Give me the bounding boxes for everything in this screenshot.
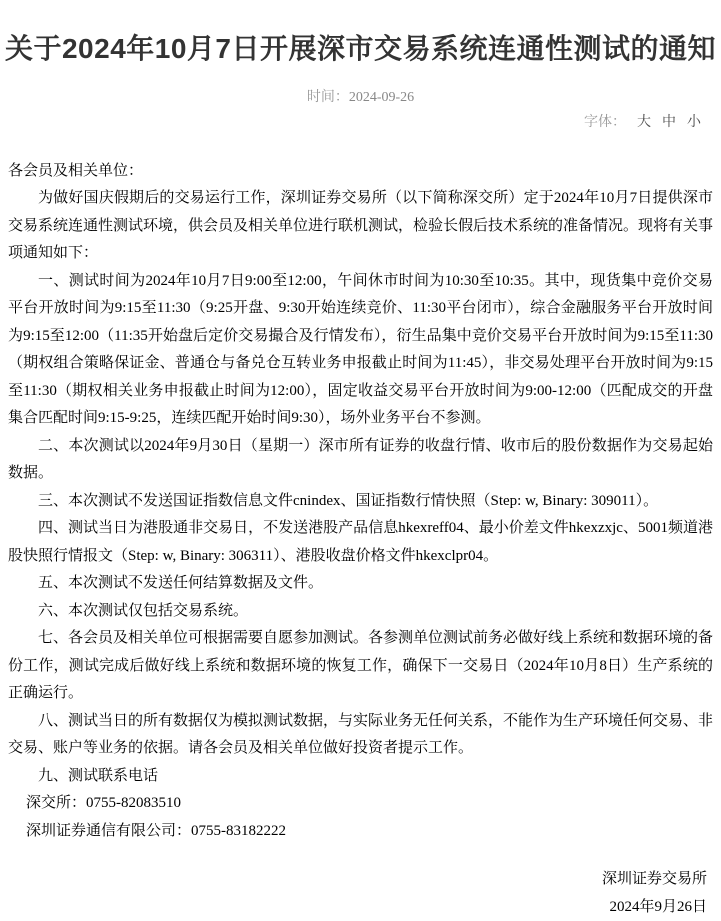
font-size-option-large[interactable]: 大: [637, 115, 651, 130]
paragraph-item-1: 一、测试时间为2024年10月7日9:00至12:00，午间休市时间为10:30至10:35。其中，现货集中竞价交易平台开放时间为9:15至11:30（9:25开盘、9:30开始连续竞价、11:30平台闭市），综合金融服务平台开放时间为9:15至12:00（11:35开始盘后定价交易撮合及行情发布），衍生品集中竞价交易平台开放时间为9:15至11:30（期权组合策略保证金、普通仓与备兑仓互转业务申报截止时间为11:45），非交易处理平台开放时间为9:15至11:30（期权相关业务申报截止时间为12:00），固定收益交易平台开放时间为9:00-12:00（匹配成交的开盘集合匹配时间9:15-9:25，连续匹配开始时间9:30），场外业务平台不参测。: [8, 268, 713, 433]
contact-line-szse: 深交所：0755-82083510: [8, 790, 713, 818]
publish-time-label: 时间：: [307, 90, 349, 105]
paragraph-item-2: 二、本次测试以2024年9月30日（星期一）深市所有证券的收盘行情、收市后的股份数据作为交易起始数据。: [8, 433, 713, 488]
font-size-label: 字体：: [584, 115, 626, 130]
font-size-option-small[interactable]: 小: [687, 115, 701, 130]
contact-line-sscc: 深圳证券通信有限公司：0755-83182222: [8, 818, 713, 846]
paragraph-item-4: 四、测试当日为港股通非交易日，不发送港股产品信息hkexreff04、最小价差文件hkexzxjc、5001频道港股快照行情报文（Step: w, Binary: 306311）、港股收盘价格文件hkexclpr04。: [8, 515, 713, 570]
paragraph-item-3: 三、本次测试不发送国证指数信息文件cnindex、国证指数行情快照（Step: w, Binary: 309011）。: [8, 488, 713, 516]
notice-page: [0, 19, 721, 795]
paragraph-item-7: 七、各会员及相关单位可根据需要自愿参加测试。各参测单位测试前务必做好线上系统和数据环境的备份工作，测试完成后做好线上系统和数据环境的恢复工作，确保下一交易日（2024年10月8日）生产系统的正确运行。: [8, 625, 713, 708]
paragraph-intro: 为做好国庆假期后的交易运行工作，深圳证券交易所（以下简称深交所）定于2024年10月7日提供深市交易系统连通性测试环境，供会员及相关单位进行联机测试，检验长假后技术系统的准备情况。现将有关事项通知如下：: [8, 185, 713, 268]
paragraph-item-9: 九、测试联系电话: [8, 763, 713, 791]
paragraph-item-5: 五、本次测试不发送任何结算数据及文件。: [8, 570, 713, 598]
font-size-switcher: [0, 111, 721, 131]
notice-body: [0, 158, 721, 846]
paragraph-item-6: 六、本次测试仅包括交易系统。: [8, 598, 713, 626]
font-size-option-medium[interactable]: 中: [662, 115, 676, 130]
page-title: 关于2024年10月7日开展深市交易系统连通性测试的通知: [0, 19, 721, 67]
signature-block: [0, 866, 721, 921]
publish-time-value: 2024-09-26: [349, 90, 414, 105]
salutation: 各会员及相关单位：: [8, 158, 713, 186]
signature-date: 2024年9月26日: [0, 894, 707, 921]
signature-org: 深圳证券交易所: [0, 866, 707, 894]
publish-time-row: [0, 86, 721, 106]
paragraph-item-8: 八、测试当日的所有数据仅为模拟测试数据，与实际业务无任何关系，不能作为生产环境任何交易、非交易、账户等业务的依据。请各会员及相关单位做好投资者提示工作。: [8, 708, 713, 763]
